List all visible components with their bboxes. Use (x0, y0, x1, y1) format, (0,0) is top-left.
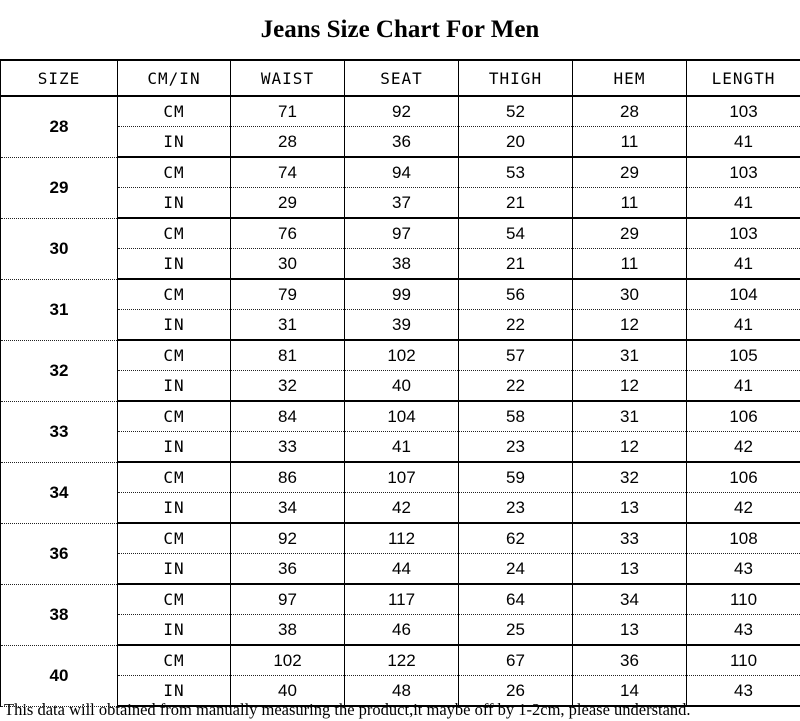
size-cell: 38 (1, 584, 118, 645)
header-hem: HEM (573, 60, 687, 96)
seat-cell: 41 (345, 432, 459, 463)
length-cell: 41 (687, 127, 800, 158)
table-row-cm (1, 584, 800, 615)
length-cell: 41 (687, 188, 800, 219)
waist-cell: 102 (231, 645, 345, 676)
hem-cell: 12 (573, 310, 687, 341)
length-cell: 43 (687, 554, 800, 585)
unit-cell: CM (118, 584, 231, 615)
thigh-cell: 24 (459, 554, 573, 585)
hem-cell: 11 (573, 188, 687, 219)
header-size: SIZE (1, 60, 118, 96)
table-row-cm (1, 340, 800, 371)
unit-cell: IN (118, 310, 231, 341)
length-cell: 106 (687, 401, 800, 432)
table-row-in (1, 310, 800, 341)
table-row-in (1, 432, 800, 463)
header-thigh: THIGH (459, 60, 573, 96)
table-row-cm (1, 279, 800, 310)
hem-cell: 12 (573, 371, 687, 402)
unit-cell: IN (118, 127, 231, 158)
seat-cell: 36 (345, 127, 459, 158)
unit-cell: CM (118, 279, 231, 310)
seat-cell: 40 (345, 371, 459, 402)
header-length: LENGTH (687, 60, 800, 96)
seat-cell: 104 (345, 401, 459, 432)
unit-cell: CM (118, 218, 231, 249)
hem-cell: 34 (573, 584, 687, 615)
table-row-cm (1, 645, 800, 676)
waist-cell: 84 (231, 401, 345, 432)
thigh-cell: 22 (459, 310, 573, 341)
unit-cell: CM (118, 96, 231, 127)
thigh-cell: 56 (459, 279, 573, 310)
table-row-in (1, 371, 800, 402)
seat-cell: 92 (345, 96, 459, 127)
length-cell: 110 (687, 584, 800, 615)
header-waist: WAIST (231, 60, 345, 96)
thigh-cell: 21 (459, 249, 573, 280)
thigh-cell: 57 (459, 340, 573, 371)
thigh-cell: 25 (459, 615, 573, 646)
seat-cell: 97 (345, 218, 459, 249)
seat-cell: 94 (345, 157, 459, 188)
waist-cell: 40 (231, 676, 345, 707)
waist-cell: 36 (231, 554, 345, 585)
unit-cell: CM (118, 401, 231, 432)
table-row-in (1, 249, 800, 280)
waist-cell: 33 (231, 432, 345, 463)
table-row-in (1, 554, 800, 585)
hem-cell: 31 (573, 401, 687, 432)
length-cell: 103 (687, 218, 800, 249)
table-row-cm (1, 462, 800, 493)
waist-cell: 30 (231, 249, 345, 280)
table-row-cm (1, 401, 800, 432)
length-cell: 41 (687, 310, 800, 341)
unit-cell: CM (118, 523, 231, 554)
seat-cell: 37 (345, 188, 459, 219)
size-table (0, 59, 800, 707)
table-row-cm (1, 218, 800, 249)
size-cell: 29 (1, 157, 118, 218)
unit-cell: IN (118, 493, 231, 524)
table-row-cm (1, 157, 800, 188)
thigh-cell: 52 (459, 96, 573, 127)
hem-cell: 13 (573, 493, 687, 524)
size-cell: 30 (1, 218, 118, 279)
length-cell: 42 (687, 432, 800, 463)
size-cell: 36 (1, 523, 118, 584)
hem-cell: 28 (573, 96, 687, 127)
unit-cell: IN (118, 554, 231, 585)
waist-cell: 79 (231, 279, 345, 310)
hem-cell: 12 (573, 432, 687, 463)
length-cell: 41 (687, 371, 800, 402)
seat-cell: 38 (345, 249, 459, 280)
length-cell: 42 (687, 493, 800, 524)
hem-cell: 32 (573, 462, 687, 493)
waist-cell: 74 (231, 157, 345, 188)
hem-cell: 14 (573, 676, 687, 707)
waist-cell: 97 (231, 584, 345, 615)
header-unit: CM/IN (118, 60, 231, 96)
seat-cell: 48 (345, 676, 459, 707)
unit-cell: IN (118, 615, 231, 646)
seat-cell: 42 (345, 493, 459, 524)
seat-cell: 99 (345, 279, 459, 310)
waist-cell: 86 (231, 462, 345, 493)
size-cell: 33 (1, 401, 118, 462)
unit-cell: CM (118, 157, 231, 188)
thigh-cell: 20 (459, 127, 573, 158)
table-row-in (1, 188, 800, 219)
seat-cell: 46 (345, 615, 459, 646)
hem-cell: 30 (573, 279, 687, 310)
seat-cell: 44 (345, 554, 459, 585)
hem-cell: 29 (573, 157, 687, 188)
thigh-cell: 67 (459, 645, 573, 676)
unit-cell: CM (118, 462, 231, 493)
waist-cell: 92 (231, 523, 345, 554)
thigh-cell: 58 (459, 401, 573, 432)
waist-cell: 29 (231, 188, 345, 219)
seat-cell: 112 (345, 523, 459, 554)
unit-cell: CM (118, 645, 231, 676)
hem-cell: 13 (573, 554, 687, 585)
thigh-cell: 53 (459, 157, 573, 188)
waist-cell: 76 (231, 218, 345, 249)
seat-cell: 39 (345, 310, 459, 341)
thigh-cell: 54 (459, 218, 573, 249)
unit-cell: IN (118, 371, 231, 402)
footnote: This data will obtained from manually measuring the product,it maybe off by 1-2cm, please understand. (4, 700, 691, 719)
thigh-cell: 23 (459, 493, 573, 524)
unit-cell: IN (118, 676, 231, 707)
waist-cell: 28 (231, 127, 345, 158)
table-row-cm (1, 523, 800, 554)
thigh-cell: 23 (459, 432, 573, 463)
length-cell: 41 (687, 249, 800, 280)
seat-cell: 107 (345, 462, 459, 493)
size-cell: 31 (1, 279, 118, 340)
header-seat: SEAT (345, 60, 459, 96)
length-cell: 103 (687, 96, 800, 127)
thigh-cell: 62 (459, 523, 573, 554)
length-cell: 43 (687, 676, 800, 707)
table-row-in (1, 127, 800, 158)
length-cell: 103 (687, 157, 800, 188)
thigh-cell: 26 (459, 676, 573, 707)
unit-cell: IN (118, 432, 231, 463)
seat-cell: 122 (345, 645, 459, 676)
length-cell: 106 (687, 462, 800, 493)
thigh-cell: 59 (459, 462, 573, 493)
hem-cell: 33 (573, 523, 687, 554)
length-cell: 110 (687, 645, 800, 676)
size-cell: 32 (1, 340, 118, 401)
waist-cell: 34 (231, 493, 345, 524)
hem-cell: 31 (573, 340, 687, 371)
hem-cell: 11 (573, 127, 687, 158)
waist-cell: 31 (231, 310, 345, 341)
waist-cell: 38 (231, 615, 345, 646)
hem-cell: 13 (573, 615, 687, 646)
size-cell: 34 (1, 462, 118, 523)
table-row-cm (1, 96, 800, 127)
hem-cell: 29 (573, 218, 687, 249)
unit-cell: IN (118, 188, 231, 219)
waist-cell: 71 (231, 96, 345, 127)
unit-cell: CM (118, 340, 231, 371)
length-cell: 43 (687, 615, 800, 646)
length-cell: 104 (687, 279, 800, 310)
thigh-cell: 22 (459, 371, 573, 402)
unit-cell: IN (118, 249, 231, 280)
waist-cell: 81 (231, 340, 345, 371)
seat-cell: 117 (345, 584, 459, 615)
seat-cell: 102 (345, 340, 459, 371)
hem-cell: 11 (573, 249, 687, 280)
chart-title: Jeans Size Chart For Men (260, 15, 540, 43)
length-cell: 105 (687, 340, 800, 371)
hem-cell: 36 (573, 645, 687, 676)
header-row (1, 60, 800, 96)
table-row-in (1, 493, 800, 524)
length-cell: 108 (687, 523, 800, 554)
size-cell: 28 (1, 96, 118, 157)
table-row-in (1, 615, 800, 646)
table-body (1, 96, 800, 706)
size-cell: 40 (1, 645, 118, 706)
thigh-cell: 21 (459, 188, 573, 219)
thigh-cell: 64 (459, 584, 573, 615)
waist-cell: 32 (231, 371, 345, 402)
